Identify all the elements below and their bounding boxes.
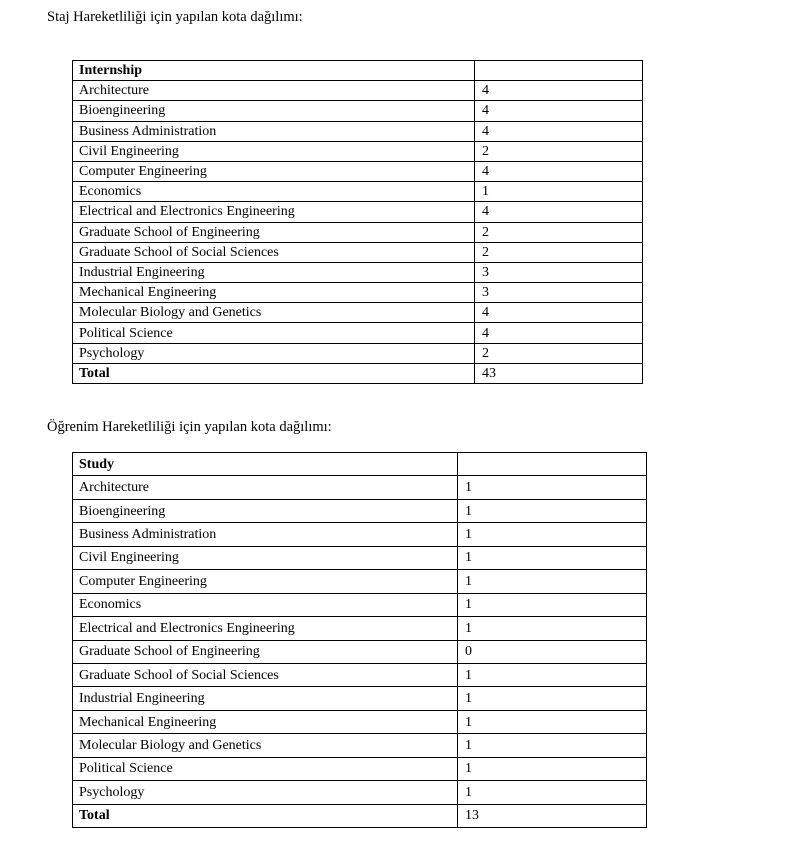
- table-row: [73, 499, 647, 522]
- table-row: [73, 781, 647, 804]
- department-name: Mechanical Engineering: [73, 710, 458, 733]
- department-name: Business Administration: [73, 523, 458, 546]
- table-row: [73, 757, 647, 780]
- table-row: [73, 323, 643, 343]
- quota-value: 1: [458, 710, 647, 733]
- table-header-row: [73, 453, 647, 476]
- department-name: Graduate School of Engineering: [73, 640, 458, 663]
- quota-value: 4: [475, 202, 643, 222]
- department-name: Psychology: [73, 343, 475, 363]
- department-name: Electrical and Electronics Engineering: [73, 617, 458, 640]
- department-name: Political Science: [73, 757, 458, 780]
- total-row: [73, 804, 647, 827]
- quota-value: 1: [458, 687, 647, 710]
- department-name: Business Administration: [73, 121, 475, 141]
- department-name: Architecture: [73, 81, 475, 101]
- table-row: [73, 222, 643, 242]
- department-name: Molecular Biology and Genetics: [73, 303, 475, 323]
- table-row: [73, 161, 643, 181]
- table-row: [73, 523, 647, 546]
- table-header-row: [73, 61, 643, 81]
- table-row: [73, 640, 647, 663]
- quota-value: 1: [458, 757, 647, 780]
- quota-value: 4: [475, 101, 643, 121]
- table-row: [73, 141, 643, 161]
- department-name: Bioengineering: [73, 499, 458, 522]
- table-row: [73, 663, 647, 686]
- department-name: Political Science: [73, 323, 475, 343]
- department-name: Bioengineering: [73, 101, 475, 121]
- quota-value: 2: [475, 343, 643, 363]
- department-name: Graduate School of Social Sciences: [73, 663, 458, 686]
- department-name: Economics: [73, 182, 475, 202]
- table-row: [73, 546, 647, 569]
- table-row: [73, 283, 643, 303]
- table-row: [73, 687, 647, 710]
- quota-value: 3: [475, 283, 643, 303]
- department-name: Civil Engineering: [73, 546, 458, 569]
- department-name: Computer Engineering: [73, 161, 475, 181]
- department-name: Computer Engineering: [73, 570, 458, 593]
- study-quota-caption: Öğrenim Hareketliliği için yapılan kota dağılımı:: [47, 419, 332, 435]
- quota-value: 2: [475, 141, 643, 161]
- total-value: 43: [475, 363, 643, 383]
- table-row: [73, 343, 643, 363]
- table-row: [73, 303, 643, 323]
- total-row: [73, 363, 643, 383]
- department-name: Industrial Engineering: [73, 262, 475, 282]
- table-row: [73, 242, 643, 262]
- department-name: Civil Engineering: [73, 141, 475, 161]
- table-row: [73, 593, 647, 616]
- table-row: [73, 182, 643, 202]
- quota-value: 2: [475, 222, 643, 242]
- quota-value: 4: [475, 81, 643, 101]
- internship-quota-caption: Staj Hareketliliği için yapılan kota dağılımı:: [47, 9, 303, 25]
- table-row: [73, 734, 647, 757]
- table-row: [73, 81, 643, 101]
- quota-value: 4: [475, 161, 643, 181]
- table-row: [73, 202, 643, 222]
- total-label: Total: [73, 804, 458, 827]
- table-header-label: Internship: [73, 61, 475, 81]
- table-row: [73, 262, 643, 282]
- table-header-value: [475, 61, 643, 81]
- quota-value: 1: [458, 781, 647, 804]
- department-name: Architecture: [73, 476, 458, 499]
- table-row: [73, 710, 647, 733]
- table-row: [73, 617, 647, 640]
- quota-value: 1: [458, 476, 647, 499]
- total-value: 13: [458, 804, 647, 827]
- department-name: Psychology: [73, 781, 458, 804]
- quota-value: 4: [475, 303, 643, 323]
- table-row: [73, 570, 647, 593]
- quota-value: 1: [458, 593, 647, 616]
- quota-value: 1: [458, 546, 647, 569]
- department-name: Graduate School of Engineering: [73, 222, 475, 242]
- internship-quota-table: [72, 60, 643, 384]
- quota-value: 1: [475, 182, 643, 202]
- table-row: [73, 121, 643, 141]
- table-header-label: Study: [73, 453, 458, 476]
- department-name: Mechanical Engineering: [73, 283, 475, 303]
- table-row: [73, 101, 643, 121]
- quota-value: 1: [458, 523, 647, 546]
- table-header-value: [458, 453, 647, 476]
- quota-value: 4: [475, 323, 643, 343]
- department-name: Electrical and Electronics Engineering: [73, 202, 475, 222]
- quota-value: 4: [475, 121, 643, 141]
- quota-value: 1: [458, 499, 647, 522]
- quota-value: 1: [458, 570, 647, 593]
- quota-value: 0: [458, 640, 647, 663]
- table-row: [73, 476, 647, 499]
- department-name: Molecular Biology and Genetics: [73, 734, 458, 757]
- department-name: Industrial Engineering: [73, 687, 458, 710]
- quota-value: 3: [475, 262, 643, 282]
- department-name: Economics: [73, 593, 458, 616]
- total-label: Total: [73, 363, 475, 383]
- quota-value: 1: [458, 617, 647, 640]
- quota-value: 1: [458, 734, 647, 757]
- quota-value: 1: [458, 663, 647, 686]
- study-quota-table: [72, 452, 647, 828]
- quota-value: 2: [475, 242, 643, 262]
- department-name: Graduate School of Social Sciences: [73, 242, 475, 262]
